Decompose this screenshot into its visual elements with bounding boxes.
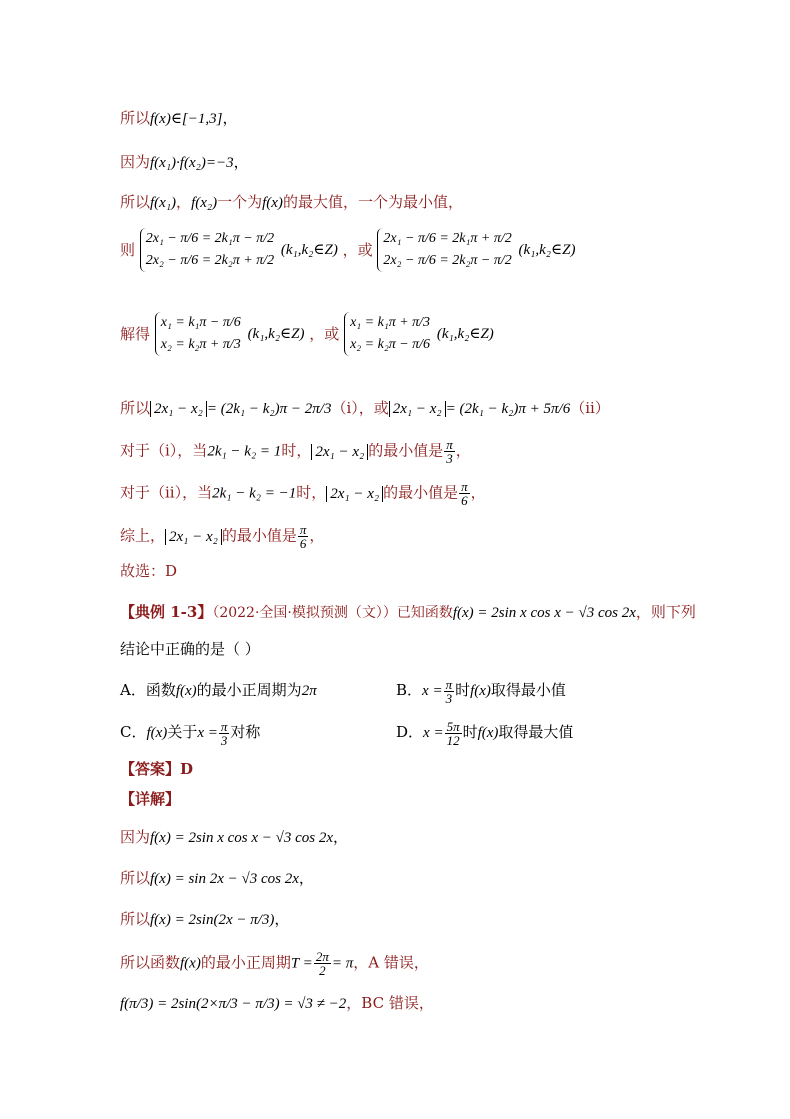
equation: x₁ = k₁π + π/3 — [350, 315, 431, 330]
math: f(x) = 2sin x cos x − √3 cos 2x — [452, 605, 636, 621]
text: 关于 — [167, 723, 198, 741]
text: 对于（ii），当 — [120, 483, 213, 502]
example-heading — [120, 601, 730, 624]
text: 解得 — [120, 325, 151, 343]
math: f(x)∈[−1,3] — [150, 111, 223, 127]
fraction — [444, 438, 455, 465]
detail-line-3 — [120, 908, 730, 931]
text: 结论中正确的是（ ） — [120, 640, 260, 658]
option-c — [120, 719, 260, 747]
text: 因为 — [120, 828, 151, 846]
line-9 — [120, 523, 730, 550]
option-a — [120, 677, 317, 704]
text: 所以 — [120, 193, 151, 211]
text: 所以 — [120, 869, 151, 887]
math: f(x₁)·f(x₂)=−3 — [150, 155, 234, 171]
text: （ii） — [570, 399, 610, 417]
condition: (k₁,k₂∈Z) — [436, 326, 494, 342]
line-4-systems — [120, 228, 730, 272]
math: f(π/3) = 2sin(2×π/3 − π/3) = √3 ≠ −2 — [120, 996, 347, 1012]
text: 对称 — [230, 723, 261, 741]
text: ， — [455, 441, 471, 460]
line-1: 所以f(x)∈[−1,3]， — [120, 109, 238, 127]
equation: 2x₁ − π/6 = 2k₁π + π/2 — [383, 231, 512, 246]
denominator: 2 — [319, 963, 326, 978]
text: ， — [333, 828, 349, 846]
detail-heading: 【详解】 — [120, 790, 181, 808]
math: f(x₂) — [191, 195, 218, 211]
line-3 — [120, 191, 730, 214]
denominator: 6 — [299, 536, 307, 551]
answer-label — [120, 758, 730, 780]
text: ，A 错误， — [353, 953, 429, 972]
math: 2k₁ − k₂ = 1 — [207, 443, 282, 460]
text: ，或 — [342, 241, 373, 259]
fraction — [298, 523, 309, 550]
math: f(x) — [477, 725, 499, 741]
fraction — [444, 678, 455, 705]
equation: x₁ = k₁π − π/6 — [160, 315, 241, 330]
math: = (2k₁ − k₂)π + 5π/6 — [445, 401, 571, 417]
line-5-solutions — [120, 312, 730, 356]
example-question — [120, 638, 730, 660]
detail-line-4 — [120, 950, 730, 977]
condition: (k₁,k₂∈Z) — [247, 326, 305, 342]
math: 2x₁ − x₂ — [150, 401, 207, 417]
math: f(x) = 2sin x cos x − √3 cos 2x — [150, 830, 334, 846]
text: 的最小值是 — [221, 526, 297, 545]
numerator: π — [461, 479, 468, 494]
text: 所以函数 — [120, 953, 181, 972]
text: 取得最大值 — [498, 723, 574, 741]
math: f(x) — [175, 683, 197, 699]
text: 故选：D — [120, 562, 178, 580]
line-7 — [120, 438, 730, 465]
denominator: 3 — [220, 732, 228, 748]
text: （i），或 — [331, 399, 389, 417]
text: 的最大值，一个为最小值， — [282, 193, 463, 211]
math: f(x₁) — [150, 195, 177, 211]
text: 时 — [462, 723, 478, 741]
text: 的最小正周期为 — [196, 681, 302, 699]
text: ，或 — [309, 325, 340, 343]
solution-system-1 — [155, 312, 241, 356]
text: 因为 — [120, 153, 151, 171]
denominator: 3 — [446, 451, 453, 466]
text: ， — [309, 526, 325, 545]
text: ， — [470, 483, 486, 502]
detail-line-5 — [120, 992, 730, 1015]
math: x = — [422, 683, 443, 699]
equation-system-2 — [377, 228, 511, 272]
text: 所以 — [120, 109, 151, 127]
math: = π — [331, 955, 354, 972]
math: 2k₁ − k₂ = −1 — [212, 485, 297, 502]
math: f(x) = sin 2x − √3 cos 2x — [150, 871, 299, 887]
text: ， — [176, 193, 192, 211]
denominator: 12 — [446, 732, 460, 748]
text: ，则下列 — [635, 603, 696, 621]
text: 时， — [281, 441, 312, 460]
math: 2π — [301, 683, 317, 699]
text: 时 — [455, 681, 471, 699]
condition: (k₁,k₂∈Z) — [518, 242, 576, 258]
math: 2x₁ − x₂ — [389, 401, 446, 417]
text: 的最小值是 — [368, 441, 444, 460]
math: x = — [423, 725, 444, 741]
fraction — [445, 720, 462, 747]
text: C． — [120, 723, 147, 741]
option-b — [396, 677, 566, 705]
condition: (k₁,k₂∈Z) — [280, 242, 338, 258]
text: 取得最小值 — [490, 681, 566, 699]
numerator: 2π — [315, 949, 329, 964]
answer: 【答案】D — [120, 760, 194, 778]
denominator: 6 — [461, 493, 468, 508]
math: f(x) = 2sin(2x − π/3) — [150, 912, 275, 928]
text: ， — [298, 869, 314, 887]
detail-line-2 — [120, 867, 730, 890]
math: 2x₁ − x₂ — [311, 444, 368, 460]
fraction — [314, 950, 331, 977]
equation: 2x₁ − π/6 = 2k₁π − π/2 — [145, 231, 275, 246]
line-2: 因为f(x₁)·f(x₂)=−3， — [120, 153, 249, 171]
denominator: 3 — [445, 690, 453, 706]
detail-line-1 — [120, 826, 730, 849]
line-10 — [120, 560, 730, 582]
math: f(x) — [146, 725, 168, 741]
equation-system-1 — [140, 228, 274, 272]
numerator: 5π — [446, 718, 460, 734]
numerator: π — [299, 522, 307, 537]
line-8 — [120, 480, 730, 507]
equation: 2x₂ − π/6 = 2k₂π − π/2 — [383, 253, 512, 268]
math: T = — [290, 955, 313, 972]
math: = (2k₁ − k₂)π − 2π/3 — [206, 401, 332, 417]
numerator: π — [220, 718, 228, 734]
option-d — [396, 719, 573, 747]
text: B． — [396, 681, 423, 699]
solution-system-2 — [344, 312, 430, 356]
math: f(x) — [470, 683, 491, 699]
equation: x₂ = k₂π − π/6 — [350, 337, 431, 352]
math: 2x₁ − x₂ — [326, 486, 383, 502]
text: 一个为 — [217, 193, 263, 211]
detail-label — [120, 788, 730, 810]
text: 综上， — [120, 526, 166, 545]
math: f(x) — [262, 195, 283, 211]
equation: x₂ = k₂π + π/3 — [160, 337, 241, 352]
text: 则 — [120, 241, 136, 259]
text: A．函数 — [120, 681, 176, 699]
text: 对于（i），当 — [120, 441, 208, 460]
text: ，BC 错误， — [346, 994, 434, 1012]
line-6 — [120, 397, 730, 420]
example-tag: 【典例 1-3】 — [120, 603, 213, 621]
equation: 2x₂ − π/6 = 2k₂π + π/2 — [145, 253, 275, 268]
text: D． — [396, 723, 424, 741]
math: 2x₁ − x₂ — [165, 529, 222, 545]
text: 所以 — [120, 399, 151, 417]
text: （2022·全国·模拟预测（文））已知函数 — [212, 605, 453, 621]
numerator: π — [446, 437, 453, 452]
math: f(x) — [180, 955, 201, 972]
text: 的最小值是 — [383, 483, 459, 502]
text: 的最小正周期 — [200, 953, 291, 972]
text: ， — [274, 910, 290, 928]
numerator: π — [445, 676, 453, 692]
text: 所以 — [120, 910, 151, 928]
math: x = — [197, 725, 218, 741]
fraction — [459, 480, 470, 507]
text: 时， — [296, 483, 327, 502]
fraction — [219, 720, 230, 747]
